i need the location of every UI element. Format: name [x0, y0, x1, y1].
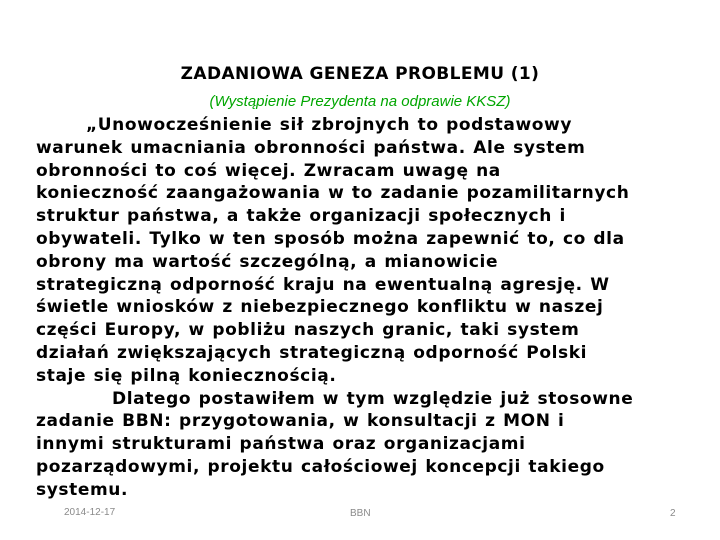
slide-title: ZADANIOWA GENEZA PROBLEMU (1) — [180, 64, 540, 84]
body-line: części Europy, w pobliżu naszych granic, taki system — [36, 320, 580, 341]
body-line: warunek umacniania obronności państwa. Ale system — [36, 137, 586, 158]
footer-label: BBN — [350, 508, 371, 519]
body-line: staje się pilną koniecznością. — [36, 365, 337, 386]
body-line: działań zwiększających strategiczną odporność Polski — [36, 342, 588, 363]
slide-subtitle: (Wystąpienie Prezydenta na odprawie KKSZ) — [209, 93, 511, 110]
body-line: „Unowocześnienie sił zbrojnych to podstawowy — [86, 115, 573, 135]
body-line: zadanie BBN: przygotowania, w konsultacji z MON i — [36, 411, 565, 432]
body-line: świetle wniosków z niebezpiecznego konfliktu w naszej — [36, 297, 604, 318]
body-line: strategiczną odporność kraju na ewentualną agresję. W — [36, 274, 610, 295]
quote-body — [36, 114, 706, 502]
body-line: Dlatego postawiłem w tym względzie już stosowne — [112, 388, 634, 409]
body-line: obronności to coś więcej. Zwracam uwagę na — [36, 160, 501, 181]
body-line: innymi strukturami państwa oraz organizacjami — [36, 434, 526, 455]
body-line: pozarządowymi, projektu całościowej koncepcji takiego — [36, 456, 605, 477]
body-line: konieczność zaangażowania w to zadanie pozamilitarnych — [36, 183, 630, 204]
body-line: systemu. — [36, 479, 129, 500]
page-number: 2 — [670, 508, 676, 519]
body-line: obrony ma wartość szczególną, a mianowicie — [36, 251, 499, 272]
footer-date: 2014-12-17 — [64, 507, 116, 518]
body-line: obywateli. Tylko w ten sposób można zapewnić to, co dla — [36, 228, 625, 249]
body-line: struktur państwa, a także organizacji społecznych i — [36, 206, 566, 227]
